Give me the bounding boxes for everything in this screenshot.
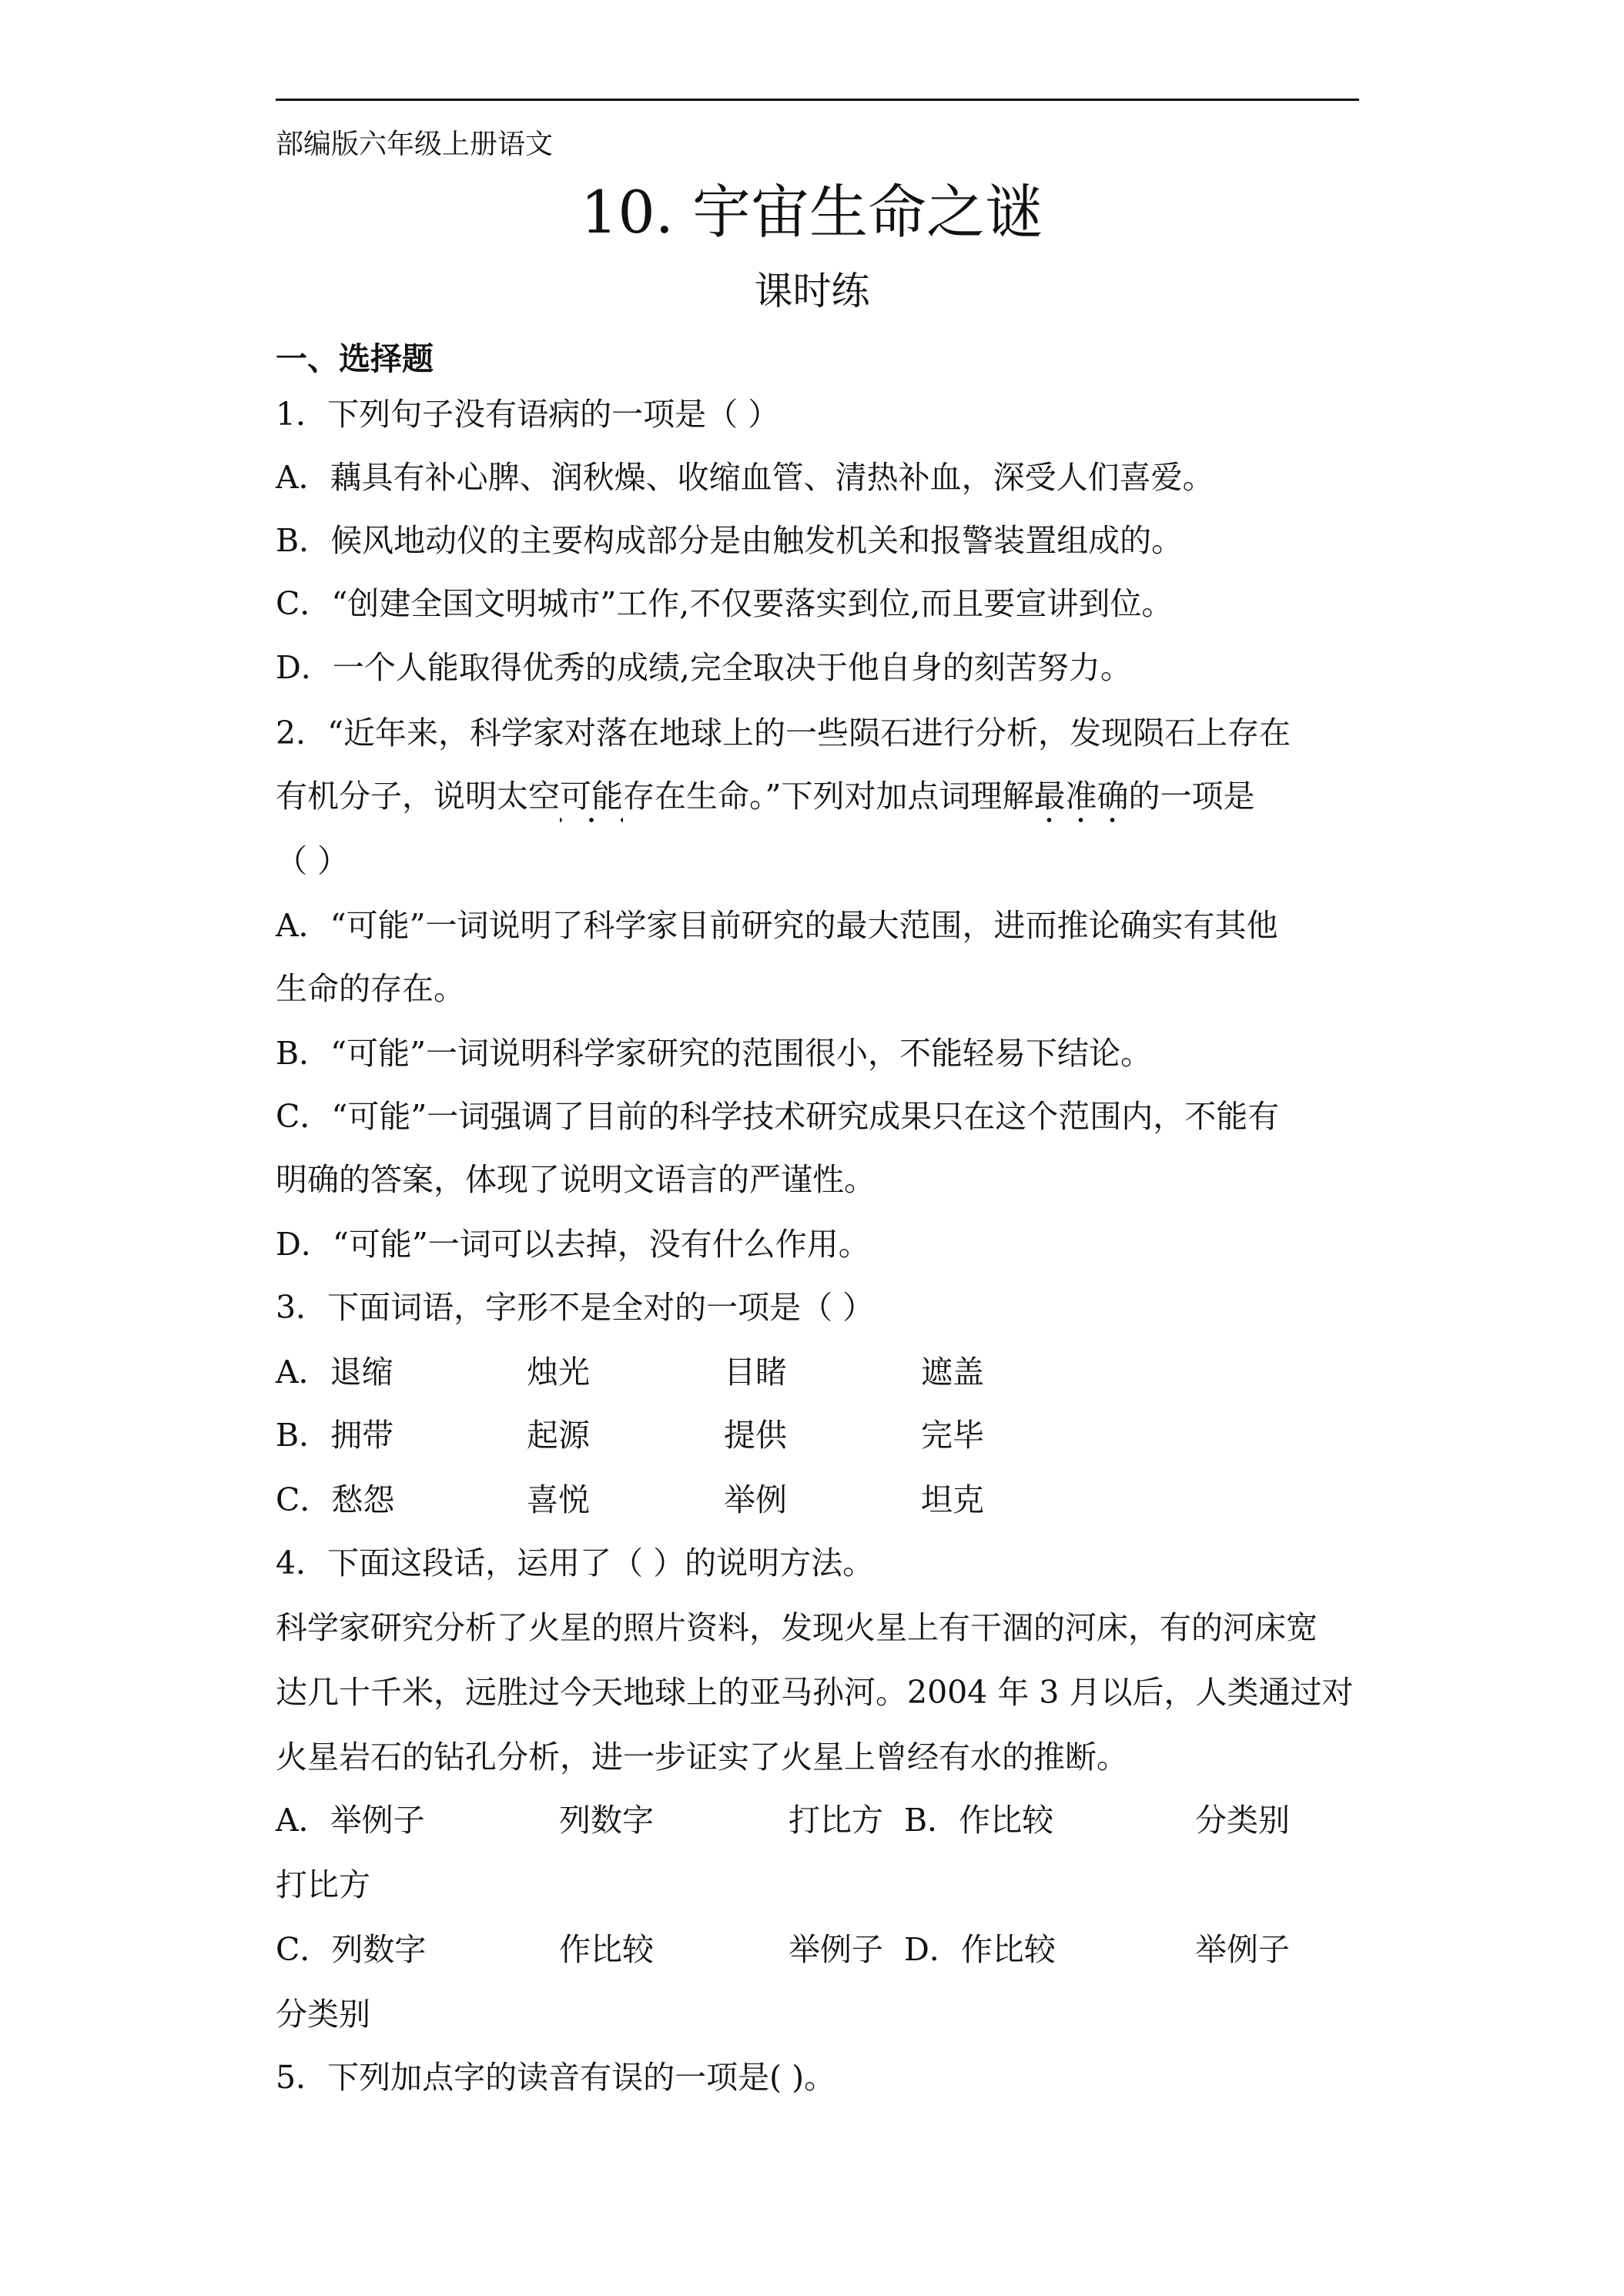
q2-stem-text: 的一项是 [1128, 778, 1255, 815]
q3-option-b-word: 完毕 [921, 1417, 984, 1454]
q3-option-c-label: C．愁怨 [276, 1481, 395, 1518]
q4-option-a-item2: 列数字 [559, 1802, 654, 1839]
page-title: 10. 宇宙生命之谜 [580, 178, 1044, 246]
q4-stem: 4．下面这段话，运用了（ ）的说明方法。 [276, 1545, 875, 1581]
q2-answer-blank: （ ） [276, 842, 350, 879]
q1-option-d: D．一个人能取得优秀的成绩,完全取决于他自身的刻苦努力。 [276, 649, 1132, 686]
q4-option-c-item2: 作比较 [559, 1931, 654, 1968]
section-heading: 一、选择题 [276, 340, 434, 377]
q4-passage-line1: 科学家研究分析了火星的照片资料，发现火星上有干涸的河床，有的河床宽 [276, 1609, 1318, 1646]
q2-option-a-line2: 生命的存在。 [276, 970, 465, 1007]
q3-option-c-word: 喜悦 [527, 1481, 590, 1518]
header-rule [276, 99, 1359, 101]
q5-stem: 5．下列加点字的读音有误的一项是( )。 [276, 2059, 836, 2096]
q4-passage-line3: 火星岩石的钻孔分析，进一步证实了火星上曾经有水的推断。 [276, 1739, 1128, 1776]
header-label: 部编版六年级上册语文 [276, 129, 554, 160]
q3-option-c-word: 举例 [724, 1481, 787, 1518]
q4-option-a-item3: 打比方 [789, 1802, 883, 1839]
q2-stem-text: 有机分子，说明太空 [276, 778, 560, 815]
q2-option-c-line2: 明确的答案，体现了说明文语言的严谨性。 [276, 1161, 876, 1198]
q3-option-b-word: 提供 [724, 1417, 787, 1454]
q2-option-b: B．“可能”一词说明科学家研究的范围很小，不能轻易下结论。 [276, 1035, 1153, 1072]
q2-stem-line2 [276, 776, 1254, 816]
q1-option-c: C．“创建全国文明城市”工作,不仅要落实到位,而且要宣讲到位。 [276, 585, 1174, 622]
q4-option-b-item1: B．作比较 [904, 1802, 1054, 1839]
q4-option-b-item3: 打比方 [276, 1866, 370, 1903]
q4-passage-line2: 达几十千米，远胜过今天地球上的亚马孙河。2004 年 3 月以后，人类通过对 [276, 1674, 1354, 1711]
q4-option-c-item1: C．列数字 [276, 1931, 427, 1968]
q3-option-b-label: B．拥带 [276, 1417, 394, 1454]
q3-option-a-word: 遮盖 [921, 1354, 984, 1391]
q3-stem: 3．下面词语，字形不是全对的一项是（ ） [276, 1289, 875, 1326]
q3-option-a-label: A．退缩 [276, 1354, 393, 1391]
q4-option-b-item2: 分类别 [1195, 1802, 1290, 1839]
q3-option-a-word: 烛光 [527, 1354, 590, 1391]
q4-option-d-item1: D．作比较 [904, 1931, 1056, 1968]
q2-dotted-word-zuizhunque: 最准确 [1033, 778, 1129, 815]
q3-option-b-word: 起源 [527, 1417, 590, 1454]
q4-option-d-item2: 举例子 [1195, 1931, 1290, 1968]
q2-option-a-line1: A．“可能”一词说明了科学家目前研究的最大范围，进而推论确实有其他 [276, 907, 1278, 944]
q1-option-a: A．藕具有补心脾、润秋燥、收缩血管、清热补血，深受人们喜爱。 [276, 459, 1214, 496]
page-subtitle: 课时练 [754, 269, 870, 313]
q4-option-a-item1: A．举例子 [276, 1802, 425, 1839]
q4-option-d-item3: 分类别 [276, 1996, 370, 2033]
q2-stem-line1: 2．“近年来，科学家对落在地球上的一些陨石进行分析，发现陨石上存在 [276, 715, 1291, 751]
q2-option-c-line1: C．“可能”一词强调了目前的科学技术研究成果只在这个范围内，不能有 [276, 1098, 1280, 1135]
q2-stem-text: 存在生命。”下列对加点词理解 [623, 778, 1034, 815]
q4-option-c-item3: 举例子 [789, 1931, 883, 1968]
q2-dotted-word-keneng: 可能 [560, 778, 623, 815]
q1-option-b: B．候风地动仪的主要构成部分是由触发机关和报警装置组成的。 [276, 522, 1184, 559]
q1-stem: 1．下列句子没有语病的一项是（ ） [276, 396, 780, 433]
q3-option-a-word: 目睹 [724, 1354, 787, 1391]
q3-option-c-word: 坦克 [921, 1481, 984, 1518]
q2-option-d: D．“可能”一词可以去掉，没有什么作用。 [276, 1226, 870, 1263]
